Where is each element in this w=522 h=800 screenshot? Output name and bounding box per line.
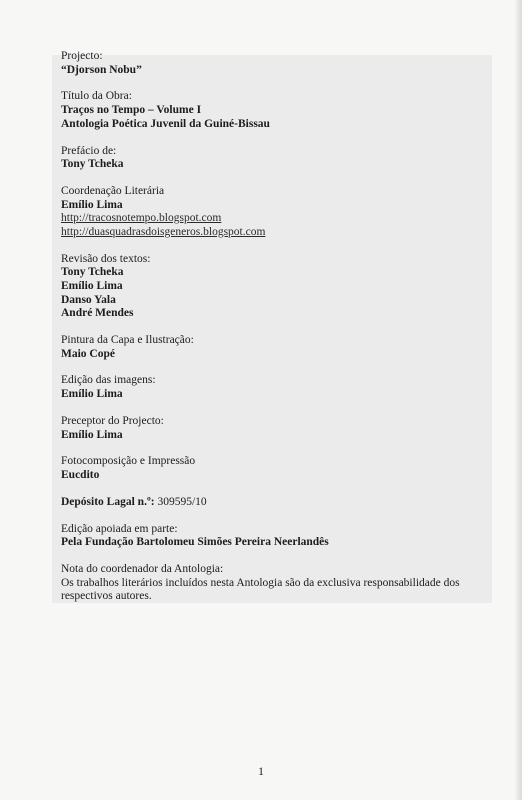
edicao-imagens-value: Emílio Lima: [61, 388, 123, 401]
revisao-name: Tony Tcheka: [61, 266, 124, 279]
section-apoio: [61, 523, 481, 550]
nota-text: Os trabalhos literários incluídos nesta Antologia são da exclusiva responsabilidade dos respectivos autores.: [61, 576, 460, 603]
titulo-label: Título da Obra:: [61, 90, 132, 103]
page-number: 1: [258, 764, 264, 778]
deposito-value: 309595/10: [154, 495, 207, 508]
section-prefacio: [61, 145, 481, 172]
revisao-name: Danso Yala: [61, 293, 116, 306]
section-deposito: [61, 496, 481, 510]
revisao-name: Emílio Lima: [61, 279, 123, 292]
prefacio-label: Prefácio de:: [61, 144, 117, 157]
prefacio-value: Tony Tcheka: [61, 158, 124, 171]
deposito-label: Depósito Lagal n.º:: [61, 495, 155, 508]
blog-link-duasquadras[interactable]: http://duasquadrasdoisgeneros.blogspot.com: [61, 225, 266, 238]
titulo-line-2: Antologia Poética Juvenil da Guiné-Bissau: [61, 117, 270, 130]
fotocomposicao-label: Fotocomposição e Impressão: [61, 455, 196, 468]
coordenacao-name: Emílio Lima: [61, 198, 123, 211]
projecto-label: Projecto:: [61, 50, 103, 62]
section-pintura: [61, 334, 481, 361]
preceptor-label: Preceptor do Projecto:: [61, 414, 164, 427]
revisao-label: Revisão dos textos:: [61, 252, 151, 265]
nota-label: Nota do coordenador da Antologia:: [61, 563, 224, 576]
edicao-imagens-label: Edição das imagens:: [61, 374, 156, 387]
section-projecto: [61, 50, 481, 77]
coordenacao-label: Coordenação Literária: [61, 185, 165, 198]
section-revisao: [61, 253, 481, 321]
section-nota: [61, 563, 481, 604]
colophon: [61, 50, 481, 617]
apoio-value: Pela Fundação Bartolomeu Simões Pereira Neerlandês: [61, 536, 329, 549]
section-edicao-imagens: [61, 374, 481, 401]
pintura-label: Pintura da Capa e Ilustração:: [61, 333, 194, 346]
section-preceptor: [61, 415, 481, 442]
blog-link-tracos[interactable]: http://tracosnotempo.blogspot.com: [61, 212, 222, 225]
pintura-value: Maio Copé: [61, 347, 115, 360]
revisao-name: André Mendes: [61, 307, 134, 320]
preceptor-value: Emílio Lima: [61, 428, 123, 441]
apoio-label: Edição apoiada em parte:: [61, 522, 178, 535]
section-fotocomposicao: [61, 455, 481, 482]
section-coordenacao: [61, 185, 481, 239]
projecto-value: “Djorson Nobu”: [61, 63, 142, 76]
section-titulo: [61, 90, 481, 131]
titulo-line-1: Traços no Tempo – Volume I: [61, 104, 202, 117]
fotocomposicao-value: Eucdito: [61, 469, 100, 482]
